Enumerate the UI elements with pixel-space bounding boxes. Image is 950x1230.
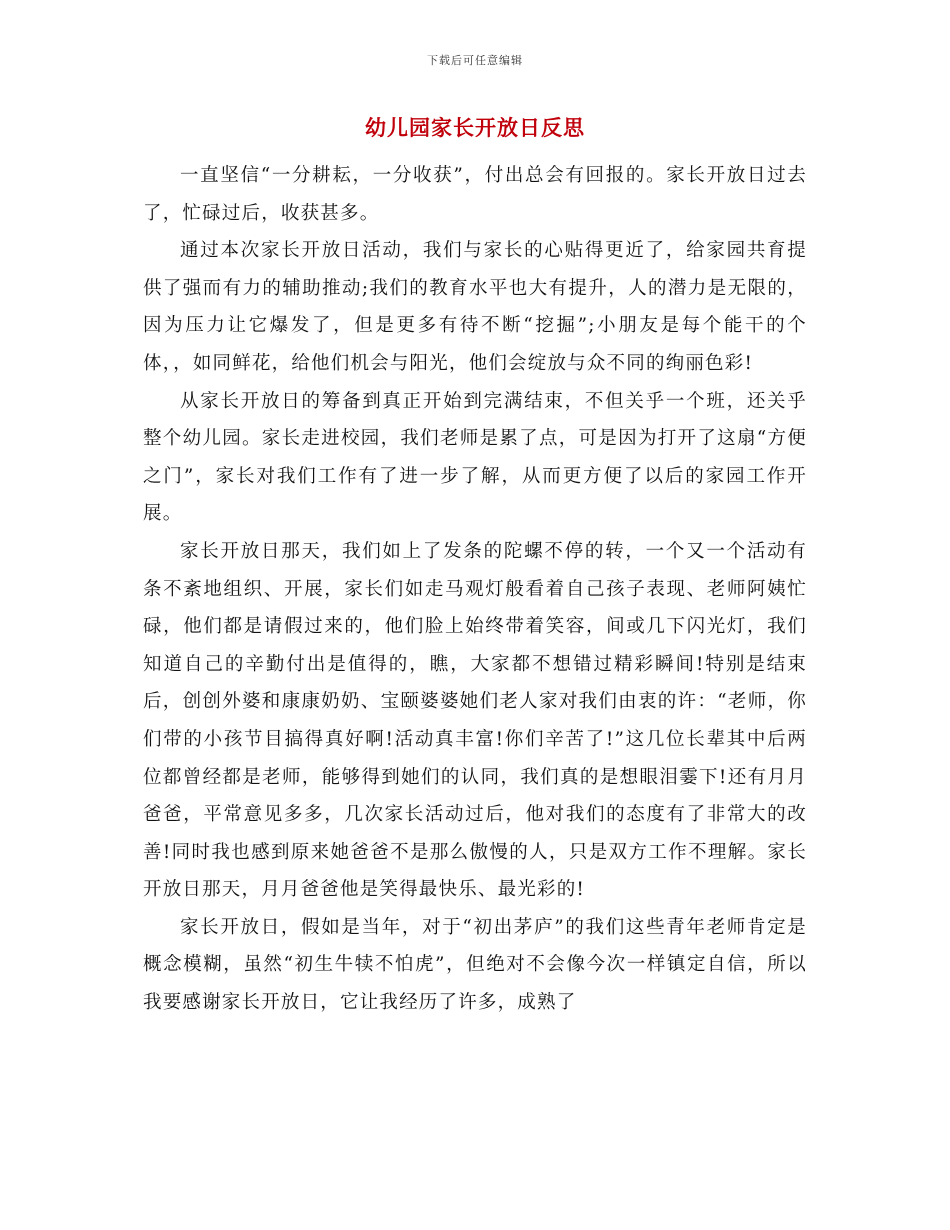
document-title: 幼儿园家长开放日反思: [365, 116, 585, 140]
document-body: [143, 157, 807, 1022]
paragraph: 一直坚信“一分耕耘，一分收获”，付出总会有回报的。家长开放日过去了，忙碌过后，收获甚多。: [143, 165, 807, 224]
header-note: 下载后可任意编辑: [427, 54, 523, 67]
paragraph: 通过本次家长开放日活动，我们与家长的心贴得更近了，给家园共育提供了强而有力的辅助推动;我们的教育水平也大有提升，人的潜力是无限的，因为压力让它爆发了，但是更多有待不断“挖掘”;小朋友是每个能干的个体，，如同鲜花，给他们机会与阳光，他们会绽放与众不同的绚丽色彩!: [143, 240, 807, 374]
paragraph: 家长开放日，假如是当年，对于“初出茅庐”的我们这些青年老师肯定是概念模糊，虽然“初生牛犊不怕虎”，但绝对不会像今次一样镇定自信，所以我要感谢家长开放日，它让我经历了许多，成熟了: [143, 916, 807, 1014]
paragraph: 从家长开放日的筹备到真正开始到完满结束，不但关乎一个班，还关乎整个幼儿园。家长走进校园，我们老师是累了点，可是因为打开了这扇“方便之门”，家长对我们工作有了进一步了解，从而更方便了以后的家园工作开展。: [143, 390, 807, 525]
paragraph: 家长开放日那天，我们如上了发条的陀螺不停的转，一个又一个活动有条不紊地组织、开展，家长们如走马观灯般看着自己孩子表现、老师阿姨忙碌，他们都是请假过来的，他们脸上始终带着笑容，间或几下闪光灯，我们知道自己的辛勤付出是值得的，瞧，大家都不想错过精彩瞬间!特别是结束后，创创外婆和康康奶奶、宝颐婆婆她们老人家对我们由衷的许：“老师，你们带的小孩节目搞得真好啊!活动真丰富!你们辛苦了!”这几位长辈其中后两位都曾经都是老师，能够得到她们的认同，我们真的是想眼泪霎下!还有月月爸爸，平常意见多多，几次家长活动过后，他对我们的态度有了非常大的改善!同时我也感到原来她爸爸不是那么傲慢的人，只是双方工作不理解。家长开放日那天，月月爸爸他是笑得最快乐、最光彩的!: [143, 540, 807, 901]
